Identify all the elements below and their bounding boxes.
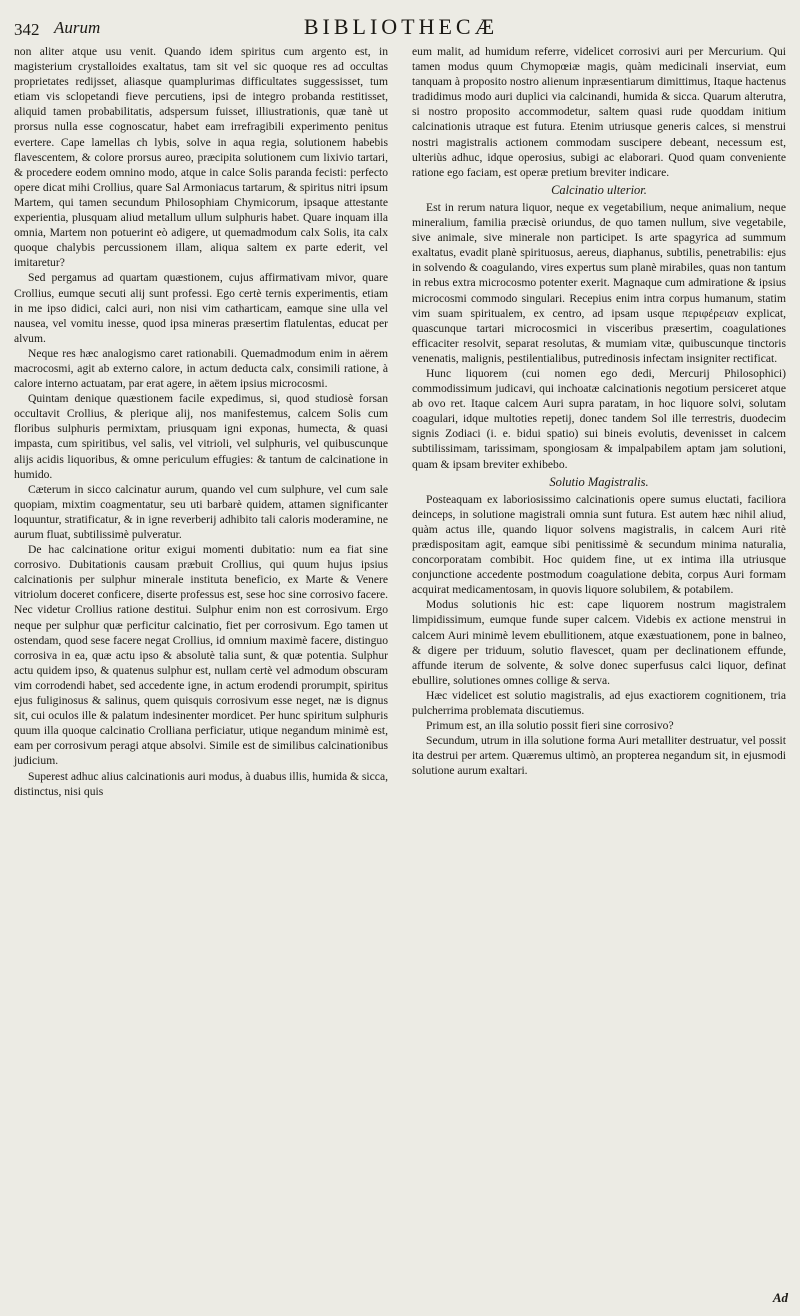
page-number: 342: [14, 20, 40, 39]
paragraph: Hunc liquorem (cui nomen ego dedi, Mercurij Philosophici) commodissimum judicavi, qui inchoatæ calcinationis negotium persiceret atque ab ovo ret. Itaque calcem Auri supra paratam, in hoc liquore solvi, solutam coagulari, idque multoties repetij, donec tandem Sol ille terrestris, duodecim signis Zodiaci (i. e. bidui spatio) sui bineis evolutis, devenisset in calcem subtilissimam, tarissimam, spongiosam & impalpabilem aptam jam solutioni, quam & ipsam breviter exhibebo.: [412, 366, 786, 471]
right-column: [412, 44, 786, 779]
paragraph: Hæc videlicet est solutio magistralis, ad ejus exactiorem cognitionem, tria pulcherrima problemata discutiemus.: [412, 688, 786, 718]
running-head: [14, 14, 788, 44]
paragraph: Posteaquam ex laboriosissimo calcinationis opere sumus eluctati, faciliora deinceps, in solutione magistrali omnia sunt futura. Est autem hæc nihil aliud, quàm actus ille, quando liquor solvens magistralis, in calcem Auri ritè prædispositam agit, eamque sibi penitissimè & secundum minima naturalia, concorporatam combibit. Hoc quidem fine, ut ex intima illa utriusque conjunctione accedente postmodum coagulatione debita, corpus Auri formam acquirat medicamentosam, in quovis liquore solubilem, & potabilem.: [412, 492, 786, 597]
paragraph: Quintam denique quæstionem facile expedimus, si, quod studiosè forsan occultavit Crollius, & plerique alij, nos manifestemus, calcem Solis cum floribus sulphuris permixtam, priusquam igni exponas, humecta, & quasi impasta, cum spiritibus, vel salis, vel vitrioli, vel sulphuris, vel quibuscunque alijs acidis liquoribus, & omne periculum effugies: & tantum de calcinatione in humido.: [14, 392, 388, 481]
paragraph: De hac calcinatione oritur exigui momenti dubitatio: num ea fiat sine corrosivo. Dubitationis causam præbuit Crollius, qui quum hujus ipsius calcinationis per sulphur minerale instituta beneficio, ex Marte & Venere vitriolum doceret conficere, diserte professus est, sese hoc sine corrosivo facere. Nec videtur Crollius ratione destitui. Sulphur enim non est corrosivum. Ergo neque per sulphur quæ perficitur calcinatio, fiet per corrosivum. Ego tamen ut ostendam, quod sese facere negat Crollius, id omnium maximè facere, distinguo corrosiva in ea, quæ actu ipso & absolutè talia sunt, & quæ potentia. Sulphur actu quidem ipso, & quatenus sulphur est, nullam certè vel admodum obscuram vim corrodendi habet, sed accedente igne, in actum erodendi prorumpit, spiritus ejus fuliginosus & salinus, quem quisquis corrosivum esse neget, næ is dignus sit, cui oculos ille & palatum indesinenter mordicet. Per hunc spiritum sulphuris quum illa quoque calcinatio Crolliana perficiatur, utique negandum minimè est, eam per corrosivum peragi atque absolvi. Simile est de similibus calcinationibus judicium.: [14, 543, 388, 768]
paragraph: Superest adhuc alius calcinationis auri modus, à duabus illis, humida & sicca, distinctus, nisi quis: [14, 769, 388, 798]
text-columns: [14, 44, 788, 1306]
paragraph: Secundum, utrum in illa solutione forma Auri metalliter destruatur, vel possit ita destrui per artem. Quæremus ultimò, an propterea negandum sit, in ejusmodi solutione aurum exaltari.: [412, 734, 786, 778]
paragraph: Cæterum in sicco calcinatur aurum, quando vel cum sulphure, vel cum sale quopiam, mixtim coagmentatur, seu uti barbarè quidem, attamen significanter loquuntur, stratificatur, & in igne reverberij adhibito tali caloris moderamine, ne aurum fluat, subtilissimè pulveratur.: [14, 482, 388, 541]
section-heading: Calcinatio ulterior.: [551, 182, 647, 197]
paragraph: non aliter atque usu venit. Quando idem spiritus cum argento est, in magisterium crystalloides exaltatus, tam sit vel sic quoque res ad occultas proprietates redijsset, aliasque quamplurimas difficultates suggessisset, tum etiam vis sclopetandi fieve percutiens, ipsi de integro probanda restitisset, aliquid tamen probabilitatis, adspersum fuisset, illiustrationis, quæ tanè ut prorsus nulla esse cognoscatur, habet eam irrefragibili experimento penitus evertere. Cape lamellas ch lybis, solve in aqua regia, solutionem habebis flavescentem, & colore prorsus aureo, præcipita solutionem cum lixivio tartari, & procedere eodem omnino modo, atque in calce Solis paranda fecisti: perfecto opere dicat mihi Crollius, quare Sal Armoniacus tartarum, & spiritus nitri ipsum Martem, qui tamen secundum Philosophiam Chymicorum, ipsaque attestante experientia, plusquam aliud metallum ullum sulphuris habet. Quare inquam illa omnia, Martem non potuerint eò adigere, ut quemadmodum calx Solis, ita calx quoque chalybis percussionem illam, aliqua saltem ex parte ederit, vel imitaretur?: [14, 45, 388, 270]
paragraph: eum malit, ad humidum referre, videlicet corrosivi auri per Mercurium. Qui tamen modus quum Chymopœiæ magis, quàm medicinali inserviat, eum tanquam à proposito nostro alienum inpræsentiarum dimittimus, Itaque hactenus tradidimus modo auri duplici via calcinandi, humida & sicca. Quarum alterutra, si nostro proposito accommodetur, saltem quasi rude quoddam initium calcinationis utraque est futura. Etenim utriusque generis calces, si menstrui nostri magistralis actionem commodam suscipere debeant, necessum est, ulteriùs adhuc, idque operosius, subigi ac elaborari. Quod quam conveniente ratione ego faciam, est operæ pretium breviter indicare.: [412, 45, 786, 179]
margin-catchword: Aurum: [54, 18, 101, 37]
paragraph: Primum est, an illa solutio possit fieri sine corrosivo?: [426, 719, 674, 733]
left-column: [14, 44, 388, 799]
paragraph: Neque res hæc analogismo caret rationabili. Quemadmodum enim in aërem macrocosmi, agit ab externo calore, in actum deducta calx, consimili ratione, à calore interno actuatam, par erat agere, in aëtem ipsius microcosmi.: [14, 346, 388, 391]
paragraph: Est in rerum natura liquor, neque ex vegetabilium, neque animalium, neque mineralium, familia præcisè oriundus, de quo tamen nullum, sive vegetabile, sive animale, sive minerale non participet. Is arte spagyrica ad summum exaltatus, evadit planè spirituosus, aereus, diaphanus, subtilis, penetrabilis: ejus in solvendo & coagulando, vires expertus sum planè mirabiles, quas non tantum in rebus extra microcosmo potenter exerit. Magnaque cum admiratione & ipsius microcosmi commodo singulari. Recepius enim intra corpus humanum, statim vim suam spiritualem, ex centro, ad ipsam usque περιφέρειαν explicat, quascunque tartari microcosmici in visceribus præsertim, coagulationes efficaciter resolvit, separat resolutas, & mumiam vitæ, quibuscunque tinctoris venenatis, malignis, pestilentialibus, putredinosis infectam insigniter rectificat.: [412, 200, 786, 365]
section-heading: Solutio Magistralis.: [549, 474, 649, 489]
paragraph: Modus solutionis hic est: cape liquorem nostrum magistralem limpidissimum, eumque funde super calcem. Videbis ex actione menstrui in calcem Auri minimè levem ebullitionem, atque exæstuationem, pone in balneo, & digere per triduum, solutio flavescet, quam per declinationem effunde, affunde iterum de solvente, & solve donec superfusus calci liquor, definat ebullire, solutiones omnes collige & serva.: [412, 598, 786, 687]
running-title: BIBLIOTHECÆ: [303, 14, 499, 39]
catchword: Ad: [772, 1290, 788, 1305]
paragraph: Sed pergamus ad quartam quæstionem, cujus affirmativam mivor, quare Crollius, eumque secuti alij sunt professi. Ego certè ternis experimentis, etiam in me ipso didici, calci auri, non nisi vim catharticam, eamque sine ulla vel nausea, vel vomitu inesse, quod ipsa mineras præsertim flatulentas, educat per alvum.: [14, 271, 388, 345]
